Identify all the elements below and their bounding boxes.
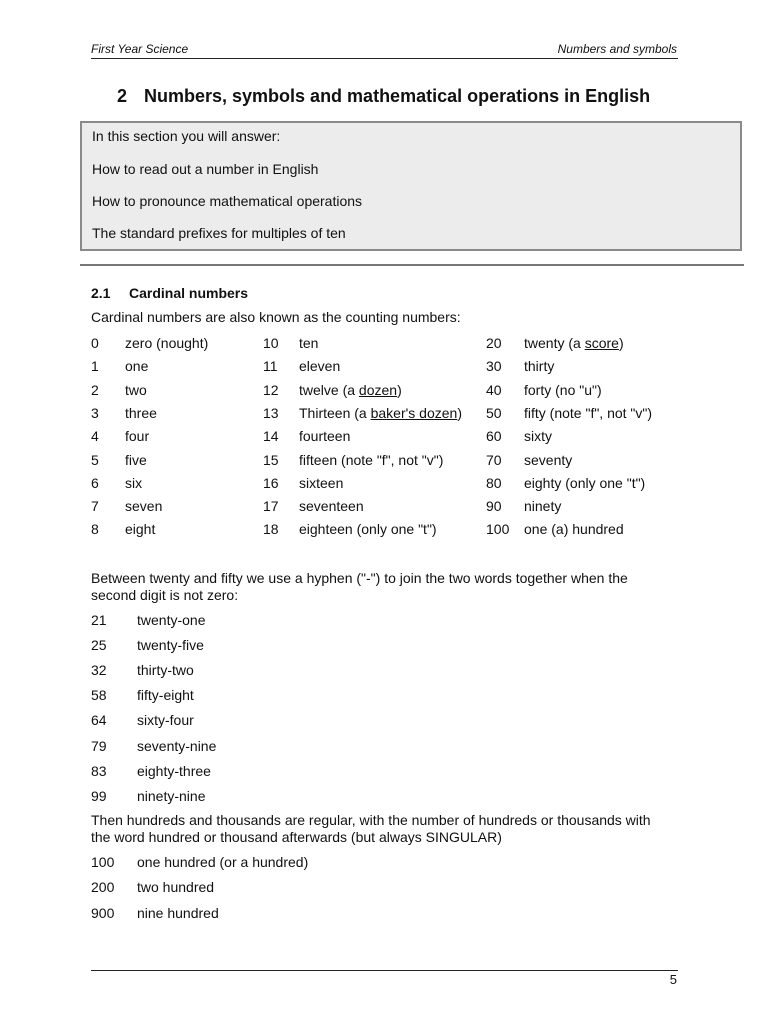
cardinal-number: 11	[263, 358, 278, 374]
cardinal-number: 60	[486, 428, 502, 444]
underlined-term: dozen	[358, 382, 398, 398]
example-words: thirty-two	[137, 662, 194, 678]
cardinal-word-text: zero (nought)	[125, 335, 209, 351]
cardinal-number: 6	[91, 475, 99, 491]
cardinal-word-text: twenty (a	[524, 335, 585, 351]
example-number: 21	[91, 612, 107, 628]
cardinal-word	[524, 452, 572, 468]
example-words: eighty-three	[137, 763, 211, 779]
cardinal-number: 100	[486, 521, 510, 537]
cardinal-number: 14	[263, 428, 279, 444]
hyphen-paragraph	[91, 570, 628, 604]
cardinal-word	[299, 335, 318, 351]
chapter-title	[117, 86, 650, 107]
cardinal-word-text: four	[125, 428, 150, 444]
cardinal-number: 15	[263, 452, 279, 468]
cardinal-word	[299, 475, 343, 491]
cardinal-word-text: one	[125, 358, 149, 374]
cardinal-word	[524, 405, 652, 421]
cardinal-number: 20	[486, 335, 502, 351]
cardinal-word	[125, 428, 149, 444]
cardinal-word	[125, 405, 157, 421]
cardinal-word	[299, 452, 443, 468]
cardinal-word	[524, 475, 645, 491]
cardinal-word	[524, 428, 552, 444]
objectives-box	[80, 121, 742, 251]
cardinal-word-text: eighty (only one "t")	[524, 475, 646, 491]
section-heading	[91, 285, 248, 301]
cardinal-word	[299, 521, 437, 537]
cardinal-word-text: three	[125, 405, 157, 421]
cardinal-number: 4	[91, 428, 99, 444]
cardinal-word	[524, 521, 624, 537]
cardinal-word	[125, 335, 208, 351]
cardinal-word-tail: )	[618, 335, 624, 351]
cardinal-number: 80	[486, 475, 502, 491]
intro-paragraph: Cardinal numbers are also known as the counting numbers:	[91, 309, 461, 325]
underlined-term: score	[584, 335, 619, 351]
cardinal-word	[299, 498, 364, 514]
hyphen-paragraph-line: second digit is not zero:	[91, 587, 239, 603]
header-right: Numbers and symbols	[557, 42, 677, 56]
example-words: seventy-nine	[137, 738, 217, 754]
cardinal-word	[299, 358, 340, 374]
cardinal-number: 7	[91, 498, 99, 514]
example-number: 79	[91, 738, 107, 754]
cardinal-word-text: fifty (note "f", not "v")	[524, 405, 653, 421]
hundreds-number: 900	[91, 905, 115, 921]
cardinal-word-text: sixteen	[299, 475, 344, 491]
cardinal-word	[125, 521, 155, 537]
cardinal-word	[299, 405, 462, 421]
objective-item: How to read out a number in English	[92, 161, 319, 177]
example-words: twenty-one	[137, 612, 206, 628]
cardinal-word-text: ninety	[524, 498, 562, 514]
cardinal-word-tail: )	[457, 405, 462, 421]
cardinal-word-text: eighteen (only one "t")	[299, 521, 437, 537]
cardinal-word	[125, 475, 142, 491]
chapter-number: 2	[117, 86, 128, 106]
cardinal-word-text: five	[125, 452, 147, 468]
section-title: Cardinal numbers	[129, 285, 249, 301]
cardinal-number: 13	[263, 405, 279, 421]
cardinal-word-text: seventeen	[299, 498, 364, 514]
hundreds-paragraph-line: the word hundred or thousand afterwards (but always SINGULAR)	[91, 829, 502, 845]
cardinal-number: 90	[486, 498, 502, 514]
cardinal-word-text: seven	[125, 498, 163, 514]
cardinal-number: 18	[263, 521, 279, 537]
cardinal-word-text: seventy	[524, 452, 573, 468]
example-number: 32	[91, 662, 107, 678]
example-words: ninety-nine	[137, 788, 206, 804]
cardinal-number: 40	[486, 382, 502, 398]
cardinal-word	[524, 382, 602, 398]
example-words: fifty-eight	[137, 687, 194, 703]
chapter-title-text: Numbers, symbols and mathematical operations in English	[144, 86, 651, 106]
cardinal-word	[524, 498, 561, 514]
example-number: 64	[91, 712, 107, 728]
hundreds-words: one hundred (or a hundred)	[137, 854, 309, 870]
cardinal-number: 70	[486, 452, 502, 468]
cardinal-number: 1	[91, 358, 99, 374]
cardinal-number: 3	[91, 405, 99, 421]
cardinal-number: 16	[263, 475, 279, 491]
hundreds-words: two hundred	[137, 879, 215, 895]
objective-item: The standard prefixes for multiples of ten	[92, 225, 346, 241]
cardinal-number: 50	[486, 405, 502, 421]
cardinal-number: 12	[263, 382, 279, 398]
cardinal-word-text: thirty	[524, 358, 555, 374]
underlined-term: baker's dozen	[370, 405, 458, 421]
cardinal-word-text: eleven	[299, 358, 341, 374]
cardinal-word-text: twelve (a	[299, 382, 359, 398]
objectives-intro: In this section you will answer:	[92, 128, 281, 144]
cardinal-word-text: sixty	[524, 428, 552, 444]
cardinal-word-text: Thirteen (a	[299, 405, 371, 421]
hyphen-paragraph-line: Between twenty and fifty we use a hyphen ("-") to join the two words together when the	[91, 570, 628, 586]
cardinal-number: 10	[263, 335, 279, 351]
section-divider	[80, 264, 744, 266]
hundreds-number: 200	[91, 879, 115, 895]
cardinal-word	[125, 358, 148, 374]
cardinal-word-text: eight	[125, 521, 156, 537]
hundreds-paragraph-line: Then hundreds and thousands are regular, with the number of hundreds or thousands with	[91, 812, 651, 828]
cardinal-word	[524, 358, 554, 374]
cardinal-word	[299, 428, 350, 444]
cardinal-word	[125, 452, 147, 468]
example-number: 99	[91, 788, 107, 804]
objective-item: How to pronounce mathematical operations	[92, 193, 363, 209]
cardinal-number: 0	[91, 335, 99, 351]
cardinal-word-text: fifteen (note "f", not "v")	[299, 452, 444, 468]
cardinal-word-text: two	[125, 382, 147, 398]
header-left: First Year Science	[91, 42, 189, 56]
example-number: 58	[91, 687, 107, 703]
example-number: 83	[91, 763, 107, 779]
cardinal-word-tail: )	[397, 382, 402, 398]
cardinal-word	[125, 498, 162, 514]
cardinal-word	[524, 335, 624, 351]
cardinal-word-text: forty (no "u")	[524, 382, 602, 398]
cardinal-word-text: fourteen	[299, 428, 351, 444]
cardinal-number: 2	[91, 382, 99, 398]
cardinal-number: 5	[91, 452, 99, 468]
example-words: sixty-four	[137, 712, 194, 728]
page-number: 5	[669, 972, 677, 987]
header-rule	[91, 58, 678, 59]
cardinal-number: 30	[486, 358, 502, 374]
cardinal-word-text: ten	[299, 335, 319, 351]
hundreds-number: 100	[91, 854, 115, 870]
cardinal-word-text: six	[125, 475, 143, 491]
example-words: twenty-five	[137, 637, 204, 653]
hundreds-words: nine hundred	[137, 905, 219, 921]
cardinal-word-text: one (a) hundred	[524, 521, 624, 537]
cardinal-number: 17	[263, 498, 279, 514]
hundreds-paragraph	[91, 812, 651, 846]
section-number: 2.1	[91, 285, 111, 301]
cardinal-word	[299, 382, 402, 398]
cardinal-number: 8	[91, 521, 99, 537]
example-number: 25	[91, 637, 107, 653]
footer-rule	[91, 970, 678, 971]
cardinal-word	[125, 382, 147, 398]
